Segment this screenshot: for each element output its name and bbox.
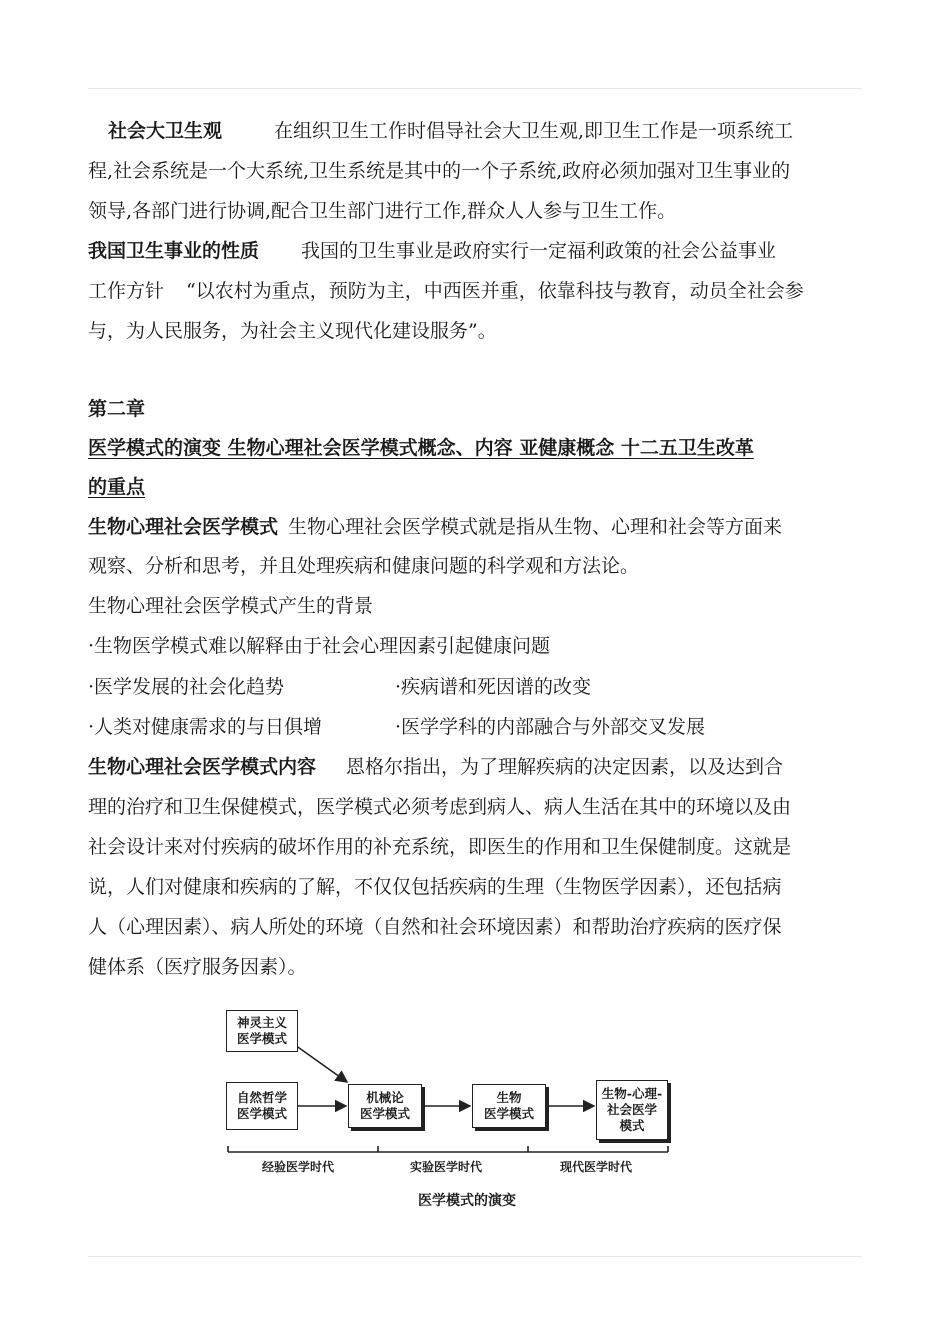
- bottom-rule: [88, 1256, 862, 1257]
- paragraph-text: 生物心理社会医学模式就是指从生物、心理和社会等方面来: [288, 516, 783, 538]
- chapter-topics: 医学模式的演变 生物心理社会医学模式概念、内容 亚健康概念 十二五卫生改革: [88, 437, 754, 459]
- era-label-experimental: 实验医学时代: [410, 1160, 483, 1174]
- paragraph-text: 我国的卫生事业是政府实行一定福利政策的社会公益事业: [301, 240, 777, 262]
- model-box-natural-philosophy: 自然哲学 医学模式: [226, 1082, 298, 1130]
- term-heading: 生物心理社会医学模式内容: [88, 756, 317, 778]
- text-line: 说，人们对健康和疾病的了解，不仅仅包括疾病的生理（生物医学因素），还包括病: [88, 876, 782, 898]
- model-box-biomedical: 生物 医学模式: [472, 1084, 546, 1128]
- era-label-modern: 现代医学时代: [560, 1160, 633, 1174]
- bullet-item: ·医学学科的内部融合与外部交叉发展: [395, 716, 706, 738]
- text-line: 程,社会系统是一个大系统,卫生系统是其中的一个子系统,政府必须加强对卫生事业的: [88, 160, 791, 182]
- paragraph-text: “以农村为重点，预防为主，中西医并重，依靠科技与教育，动员全社会参: [186, 280, 804, 302]
- era-label-empirical: 经验医学时代: [262, 1160, 335, 1174]
- model-box-mechanistic: 机械论 医学模式: [348, 1084, 422, 1128]
- text-line: 理的治疗和卫生保健模式，医学模式必须考虑到病人、病人生活在其中的环境以及由: [88, 796, 792, 818]
- subheading: 生物心理社会医学模式产生的背景: [88, 595, 374, 617]
- paragraph-text: 恩格尔指出，为了理解疾病的决定因素，以及达到合: [346, 756, 784, 778]
- bullet-item: ·医学发展的社会化趋势: [88, 676, 285, 698]
- bullet-item: ·疾病谱和死因谱的改变: [395, 676, 592, 698]
- text-line: 领导,各部门进行协调,配合卫生部门进行工作,群众人人参与卫生工作。: [88, 200, 677, 222]
- text-line: 健体系（医疗服务因素）。: [88, 956, 307, 978]
- diagram-caption: 医学模式的演变: [418, 1193, 516, 1209]
- text-line: 与，为人民服务，为社会主义现代化建设服务”。: [88, 320, 497, 342]
- bullet-item: ·人类对健康需求的与日俱增: [88, 716, 323, 738]
- chapter-title: 第二章: [88, 398, 146, 420]
- term-heading: 我国卫生事业的性质: [88, 240, 260, 262]
- text-line: 观察、分析和思考，并且处理疾病和健康问题的科学观和方法论。: [88, 555, 640, 577]
- chapter-topics: 的重点: [88, 476, 146, 498]
- text-line: 人（心理因素）、病人所处的环境（自然和社会环境因素）和帮助治疗疾病的医疗保: [88, 916, 782, 938]
- arrow-icon: [295, 1045, 347, 1082]
- term-heading: 工作方针: [88, 280, 165, 302]
- term-heading: 社会大卫生观: [108, 120, 223, 142]
- paragraph-text: 在组织卫生工作时倡导社会大卫生观,即卫生工作是一项系统工: [274, 120, 794, 142]
- model-box-theurgy: 神灵主义 医学模式: [226, 1010, 298, 1052]
- text-line: 社会设计来对付疾病的破坏作用的补充系统，即医生的作用和卫生保健制度。这就是: [88, 836, 792, 858]
- bullet-item: ·生物医学模式难以解释由于社会心理因素引起健康问题: [88, 635, 551, 657]
- model-box-biopsychosocial: 生物-心理- 社会医学 模式: [596, 1080, 668, 1140]
- term-heading: 生物心理社会医学模式: [88, 516, 279, 538]
